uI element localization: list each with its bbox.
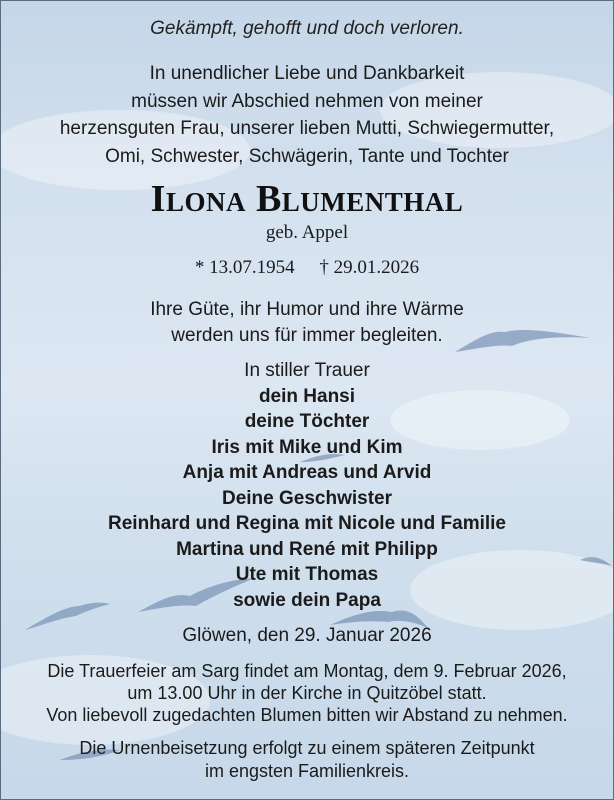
burial-line: Die Urnenbeisetzung erfolgt zu einem späteren Zeitpunkt xyxy=(79,738,535,758)
service-line: um 13.00 Uhr in der Kirche in Quitzöbel statt. xyxy=(127,683,487,703)
tribute-text xyxy=(0,297,614,349)
service-line: Die Trauerfeier am Sarg findet am Montag, dem 9. Februar 2026, xyxy=(47,661,567,681)
tribute-line: werden uns für immer begleiten. xyxy=(171,325,443,346)
birth-date: * 13.07.1954 xyxy=(194,257,295,278)
deceased-name: Ilona Blumenthal xyxy=(150,178,464,220)
urn-burial-info xyxy=(0,737,614,782)
intro-line: herzensguten Frau, unserer lieben Mutti, Schwiegermutter, xyxy=(59,118,555,139)
mourner-entry: Deine Geschwister xyxy=(221,487,393,509)
birth-name: geb. Appel xyxy=(265,222,349,243)
motto: Gekämpft, gehofft und doch verloren. xyxy=(150,18,464,39)
tribute-line: Ihre Güte, ihr Humor und ihre Wärme xyxy=(150,299,464,320)
funeral-service-info xyxy=(0,660,614,726)
intro-line: In unendlicher Liebe und Dankbarkeit xyxy=(149,63,465,84)
mourner-entry: Iris mit Mike und Kim xyxy=(211,436,403,458)
mourner-entry: Martina und René mit Philipp xyxy=(176,538,438,560)
place-and-date: Glöwen, den 29. Januar 2026 xyxy=(182,625,432,646)
mourner-entry: Anja mit Andreas und Arvid xyxy=(182,462,432,483)
intro-line: Omi, Schwester, Schwägerin, Tante und Tochter xyxy=(105,145,509,167)
mourner-entry: Reinhard und Regina mit Nicole und Familie xyxy=(108,513,506,534)
mourner-entry: deine Töchter xyxy=(244,411,370,432)
death-date: † 29.01.2026 xyxy=(319,257,420,278)
mourner-entry: Ute mit Thomas xyxy=(235,564,379,585)
life-dates xyxy=(0,257,614,279)
mourners-list xyxy=(0,358,614,613)
service-line: Von liebevoll zugedachten Blumen bitten wir Abstand zu nehmen. xyxy=(46,705,568,725)
mourner-entry: sowie dein Papa xyxy=(233,589,381,611)
burial-line: im engsten Familienkreis. xyxy=(204,760,410,781)
intro-line: müssen wir Abschied nehmen von meiner xyxy=(131,90,483,112)
mourner-entry: dein Hansi xyxy=(258,385,356,407)
mourners-heading: In stiller Trauer xyxy=(244,360,370,381)
intro-text xyxy=(0,60,614,170)
